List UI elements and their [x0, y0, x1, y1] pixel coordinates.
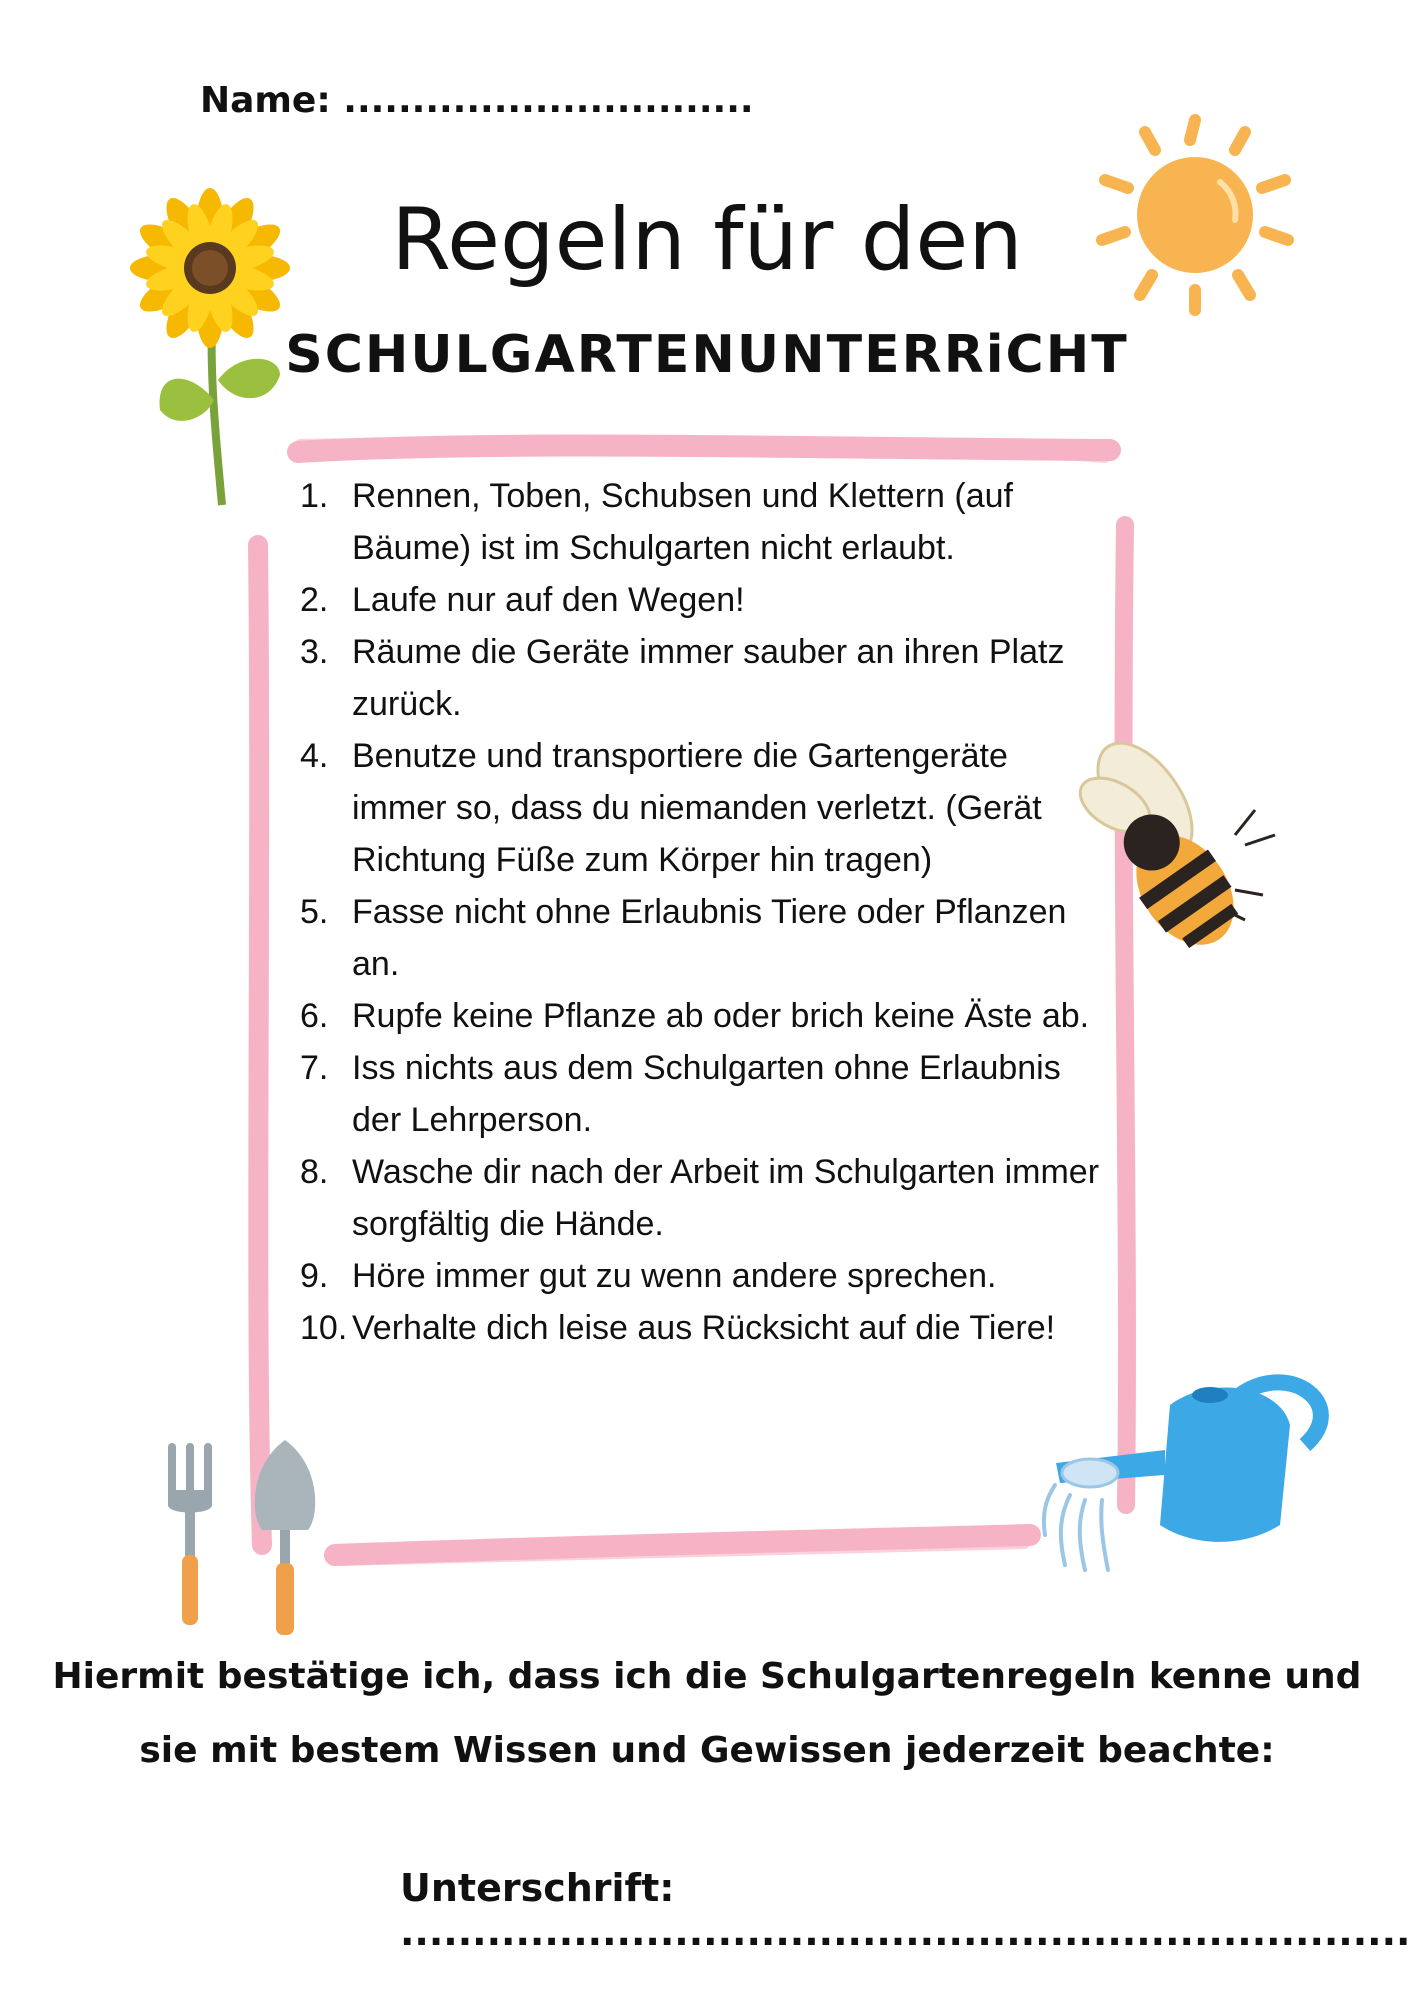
rule-text: Räume die Geräte immer sauber an ihren Platz zurück. — [352, 633, 1065, 723]
confirmation-line-1: Hiermit bestätige ich, dass ich die Schulgartenregeln kenne und — [52, 1656, 1362, 1697]
rule-item — [300, 990, 1100, 1042]
rule-item — [300, 886, 1100, 990]
confirmation-text — [0, 1640, 1414, 1788]
signature-field-label: Unterschrift: ...................................................................... — [400, 1866, 1411, 1954]
confirmation-line-2: sie mit bestem Wissen und Gewissen jederzeit beachte: — [139, 1730, 1275, 1771]
rule-item — [300, 1250, 1100, 1302]
rule-text: Höre immer gut zu wenn andere sprechen. — [352, 1257, 997, 1295]
rule-number: 7. — [300, 1049, 329, 1087]
rule-item — [300, 470, 1100, 574]
page-title: Regeln für den — [391, 190, 1023, 290]
page-subtitle: SCHULGARTENUNTERRiCHT — [285, 325, 1129, 385]
rule-item — [300, 574, 1100, 626]
rule-number: 9. — [300, 1257, 329, 1295]
watering-can-icon — [1040, 1365, 1340, 1590]
rules-list — [300, 470, 1100, 1354]
rule-number: 3. — [300, 633, 329, 671]
rule-number: 1. — [300, 477, 329, 515]
rule-text: Benutze und transportiere die Gartengeräte immer so, dass du niemanden verletzt. (Gerät Richtung Füße zum Körper hin tragen) — [352, 737, 1042, 879]
rule-number: 8. — [300, 1153, 329, 1191]
rule-text: Rennen, Toben, Schubsen und Klettern (auf Bäume) ist im Schulgarten nicht erlaubt. — [352, 477, 1013, 567]
rule-number: 2. — [300, 581, 329, 619]
garden-tools-icon — [160, 1435, 330, 1640]
rule-number: 6. — [300, 997, 329, 1035]
rule-item — [300, 626, 1100, 730]
rule-item — [300, 730, 1100, 886]
rule-text: Iss nichts aus dem Schulgarten ohne Erlaubnis der Lehrperson. — [352, 1049, 1061, 1139]
rule-number: 10. — [300, 1309, 348, 1347]
name-field-label: Name: .............................. — [200, 80, 754, 121]
rule-text: Verhalte dich leise aus Rücksicht auf die Tiere! — [352, 1309, 1056, 1347]
rule-number: 5. — [300, 893, 329, 931]
rule-text: Rupfe keine Pflanze ab oder brich keine Äste ab. — [352, 997, 1090, 1035]
rule-text: Fasse nicht ohne Erlaubnis Tiere oder Pflanzen an. — [352, 893, 1067, 983]
rule-item — [300, 1302, 1100, 1354]
rule-item — [300, 1146, 1100, 1250]
bee-icon — [1085, 740, 1285, 970]
rule-item — [300, 1042, 1100, 1146]
rule-text: Wasche dir nach der Arbeit im Schulgarten immer sorgfältig die Hände. — [352, 1153, 1100, 1243]
rule-text: Laufe nur auf den Wegen! — [352, 581, 745, 619]
rule-number: 4. — [300, 737, 329, 775]
